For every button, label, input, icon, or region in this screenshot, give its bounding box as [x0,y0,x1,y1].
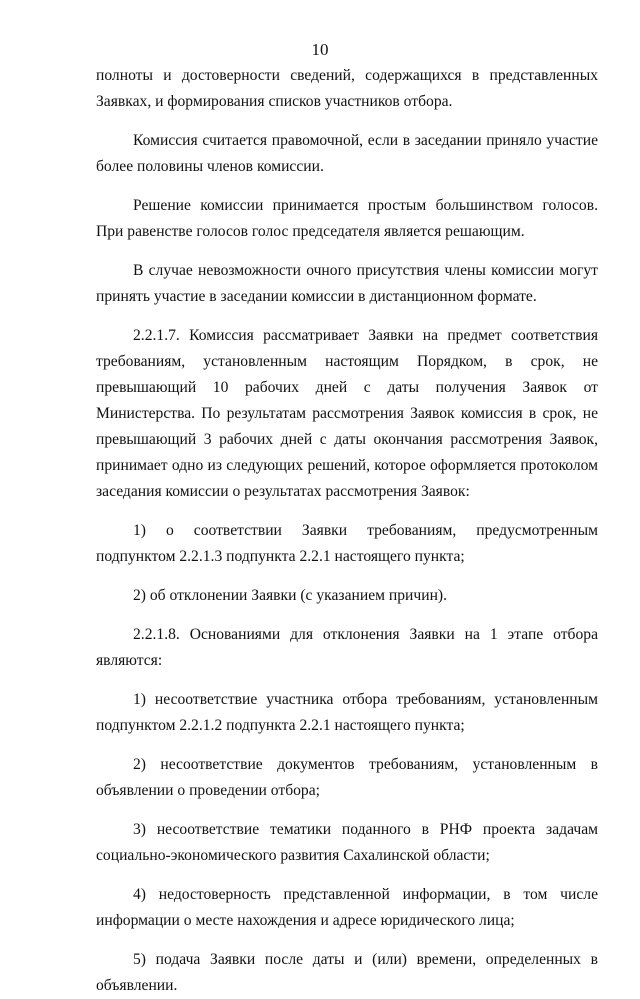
paragraph-remote-participation: В случае невозможности очного присутствия члены комиссии могут принять участие в заседании комиссии в дистанционном формате. [96,262,598,305]
list-item-rejection-4: 4) недостоверность представленной информации, в том числе информации о месте нахождения и адресе юридического лица; [96,886,598,929]
list-item-decision-1: 1) о соответствии Заявки требованиям, предусмотренным подпунктом 2.2.1.3 подпункта 2.2.1 настоящего пункта; [96,522,598,565]
paragraph-continuation: полноты и достоверности сведений, содержащихся в представленных Заявках, и формирования списков участников отбора. [96,67,598,110]
list-item-decision-2: 2) об отклонении Заявки (с указанием причин). [133,587,448,604]
page-number: 10 [311,40,329,59]
paragraph-majority-vote: Решение комиссии принимается простым большинством голосов. При равенстве голосов голос председателя является решающим. [96,197,598,240]
paragraph-2-2-1-8: 2.2.1.8. Основаниями для отклонения Заявки на 1 этапе отбора являются: [96,626,598,669]
list-item-rejection-2: 2) несоответствие документов требованиям, установленным в объявлении о проведении отбора; [96,756,598,799]
paragraph-2-2-1-7: 2.2.1.7. Комиссия рассматривает Заявки на предмет соответствия требованиям, установленным настоящим Порядком, в срок, не превышающий 10 рабочих дней с даты получения Заявок от Министерства. По результатам рассмотрения Заявок комиссия в срок, не превышающий 3 рабочих дней с даты окончания рассмотрения Заявок, принимает одно из следующих решений, которое оформляется протоколом заседания комиссии о результатах рассмотрения Заявок: [96,327,598,500]
document-body [96,63,598,999]
list-item-rejection-3: 3) несоответствие тематики поданного в РНФ проекта задачам социально-экономического развития Сахалинской области; [96,821,598,864]
list-item-rejection-1: 1) несоответствие участника отбора требованиям, установленным подпунктом 2.2.1.2 подпункта 2.2.1 настоящего пункта; [96,691,598,734]
paragraph-quorum: Комиссия считается правомочной, если в заседании приняло участие более половины членов комиссии. [96,132,598,175]
list-item-rejection-5: 5) подача Заявки после даты и (или) времени, определенных в объявлении. [96,951,598,994]
